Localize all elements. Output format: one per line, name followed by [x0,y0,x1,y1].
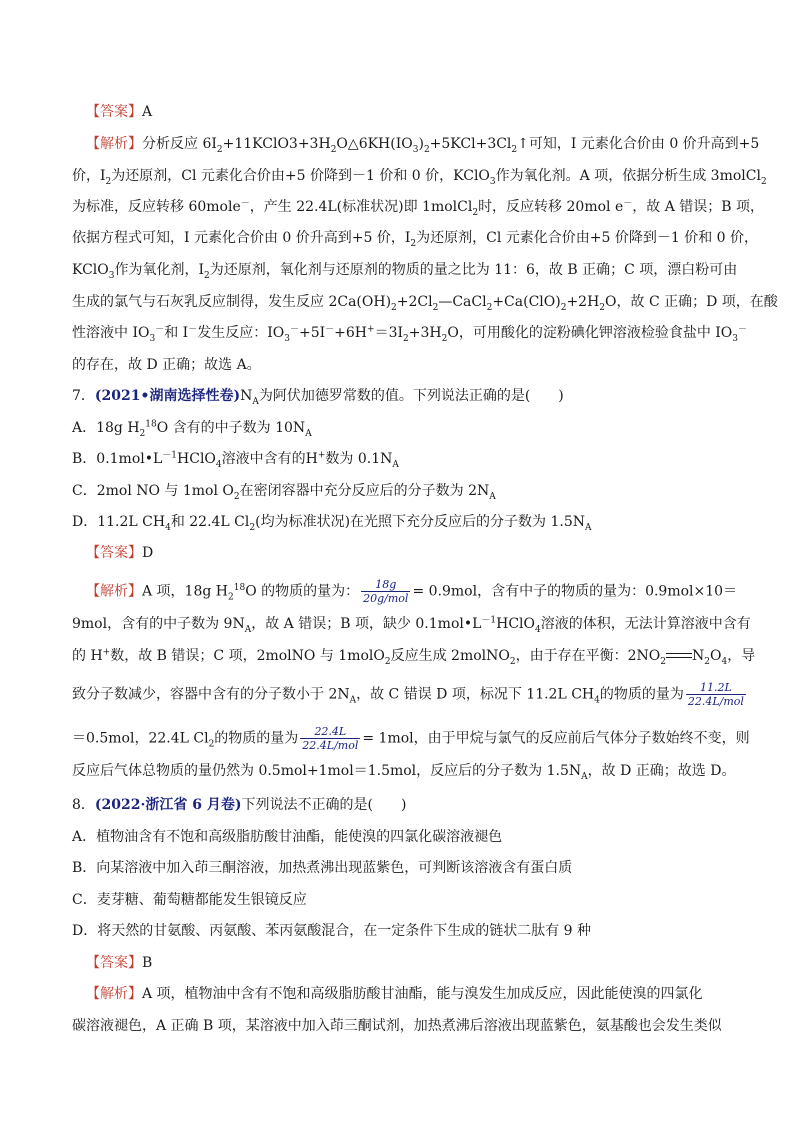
q6-analysis-line-3: 为标准，反应转移 60mole－，产生 22.4L(标准状况)即 1molCl$_2$时，反应转移 20mol e－，故 A 错误；B 项， [72,198,765,218]
q8-option-b: B．向某溶液中加入茚三酮溶液，加热煮沸出现蓝紫色，可判断该溶液含有蛋白质 [72,860,573,876]
q8-option-d: D．将天然的甘氨酸、丙氨酸、苯丙氨酸混合，在一定条件下生成的链状二肽有 9 种 [72,923,592,939]
q7-source: (2021•湖南选择性卷) [94,388,241,404]
q6-analysis-line-2: 价，$I_2$为还原剂，Cl 元素化合价由+5 价降到－1 价和 0 价，KClO$_3$作为氧化剂。A 项，依据分析生成 3molCl$_2$ [72,168,767,187]
q8-analysis-line-2: 碳溶液褪色，A 正确 B 项，某溶液中加入茚三酮试剂，加热煮沸后溶液出现蓝紫色，氨基酸也会发生类似 [72,1018,722,1034]
fraction-3: $\frac{22.4L}{\text{22.4L/mol}}$ [302,725,359,752]
q7-analysis-line-5: ＝0.5mol，22.4L $Cl_2$的物质的量为 $\frac{22.4L}{\text{22.4L/mol}}$ = 1mol，由于甲烷与氯气的反应前后气体分子数始终不变，则 [72,725,750,752]
analysis-label: 【解析】 [86,136,142,152]
q8-option-c: C．麦芽糖、葡萄糖都能发生银镜反应 [72,892,307,908]
q6-answer: 【答案】A [86,104,153,120]
q7-analysis-line-6: 反应后气体总物质的量仍然为 0.5mol+1mol＝1.5mol，反应后的分子数为 $1.5N_A$，故 D 正确；故选 D。 [72,763,736,782]
q7-option-d: D．11.2L $CH_4$和 22.4L $Cl_2$(均为标准状况)在光照下充分反应后的分子数为 $1.5N_A$ [72,514,592,533]
q6-analysis-line-6: 生成的氯气与石灰乳反应制得，发生反应 $2Ca(OH)_2+2Cl_2—CaCl_2+Ca(ClO)_2+2H_2O$，故 C 正确；D 项，在酸 [72,294,778,313]
q8-answer: 【答案】B [86,955,153,971]
q6-analysis-line-7: 性溶液中 $IO_3^-$和 I－发生反应：$IO_3^-+5I^-+6H^+=3I_2+3H_2O$，可用酸化的淀粉碘化钾溶液检验食盐中 $IO_3^-$ [72,324,748,344]
q7-analysis-line-3: 的 H+数，故 B 错误；C 项，2molNO 与 1molO$_2$反应生成 2molNO$_2$，由于存在平衡：$2NO_2$ $N_2O_4$，导 [72,647,756,667]
q7-analysis-line-4: 致分子数减少，容器中含有的分子数小于 $2N_A$，故 C 错误 D 项，标况下 11.2L $CH_4$的物质的量为 $\frac{11.2L}{\text{22.4L/mol}}$ [72,681,744,708]
q7-analysis-line-1: 【解析】A 项，18g $H_2^{18}O$ 的物质的量为： $\frac{18g}{\text{20g/mol}}$ = 0.9mol，含有中子的物质的量为：0.9mol×10＝ [86,578,738,605]
q7-answer: 【答案】D [86,545,154,561]
q8-analysis-line-1: 【解析】A 项，植物油中含有不饱和高级脂肪酸甘油酯，能与溴发生加成反应，因此能使溴的四氯化 [86,986,703,1002]
q6-analysis-line-8: 的存在，故 D 正确；故选 A。 [72,357,261,373]
answer-label: 【答案】 [86,104,142,120]
q6-analysis-line-4: 依据方程式可知，I 元素化合价由 0 价升高到+5 价，$I_2$为还原剂，Cl 元素化合价由+5 价降到－1 价和 0 价， [72,230,759,249]
q7-option-b: B．$0.1mol•L^{-1}HClO_4$溶液中含有的H+数为 $0.1N_A$ [72,450,399,470]
equilibrium-arrow-icon [666,651,692,661]
q7-option-a: A．18g $H_2^{18}O$ 含有的中子数为 $10N_A$ [72,419,312,439]
fraction-2: $\frac{11.2L}{\text{22.4L/mol}}$ [687,681,744,708]
q7-analysis-line-2: 9mol，含有的中子数为 $9N_A$，故 A 错误；B 项，缺少 $0.1mol•L^{-1}HClO_4$溶液的体积，无法计算溶液中含有 [72,615,751,635]
q8-stem: 8．(2022·浙江省 6 月卷)下列说法不正确的是( ) [72,797,407,813]
fraction-1: $\frac{18g}{\text{20g/mol}}$ [363,578,409,605]
q8-option-a: A．植物油含有不饱和高级脂肪酸甘油酯，能使溴的四氯化碳溶液褪色 [72,829,503,845]
q7-stem: 7．(2021•湖南选择性卷)$N_A$为阿伏加德罗常数的值。下列说法正确的是( ) [72,388,564,407]
q7-option-c: C．2mol NO 与 1mol $O_2$在密闭容器中充分反应后的分子数为 $2N_A$ [72,483,496,502]
q8-source: (2022·浙江省 6 月卷) [94,797,242,813]
q6-analysis-line-5: KClO$_3$作为氧化剂，$I_2$为还原剂，氧化剂与还原剂的物质的量之比为 11：6，故 B 正确；C 项，漂白粉可由 [72,262,738,281]
q6-analysis-line-1: 【解析】分析反应 $6I_2+11KClO3+3H_2O\triangle 6KH(IO_3)_2+5KCl+3Cl_2↑$可知，I 元素化合价由 0 价升高到+5 [86,136,760,155]
